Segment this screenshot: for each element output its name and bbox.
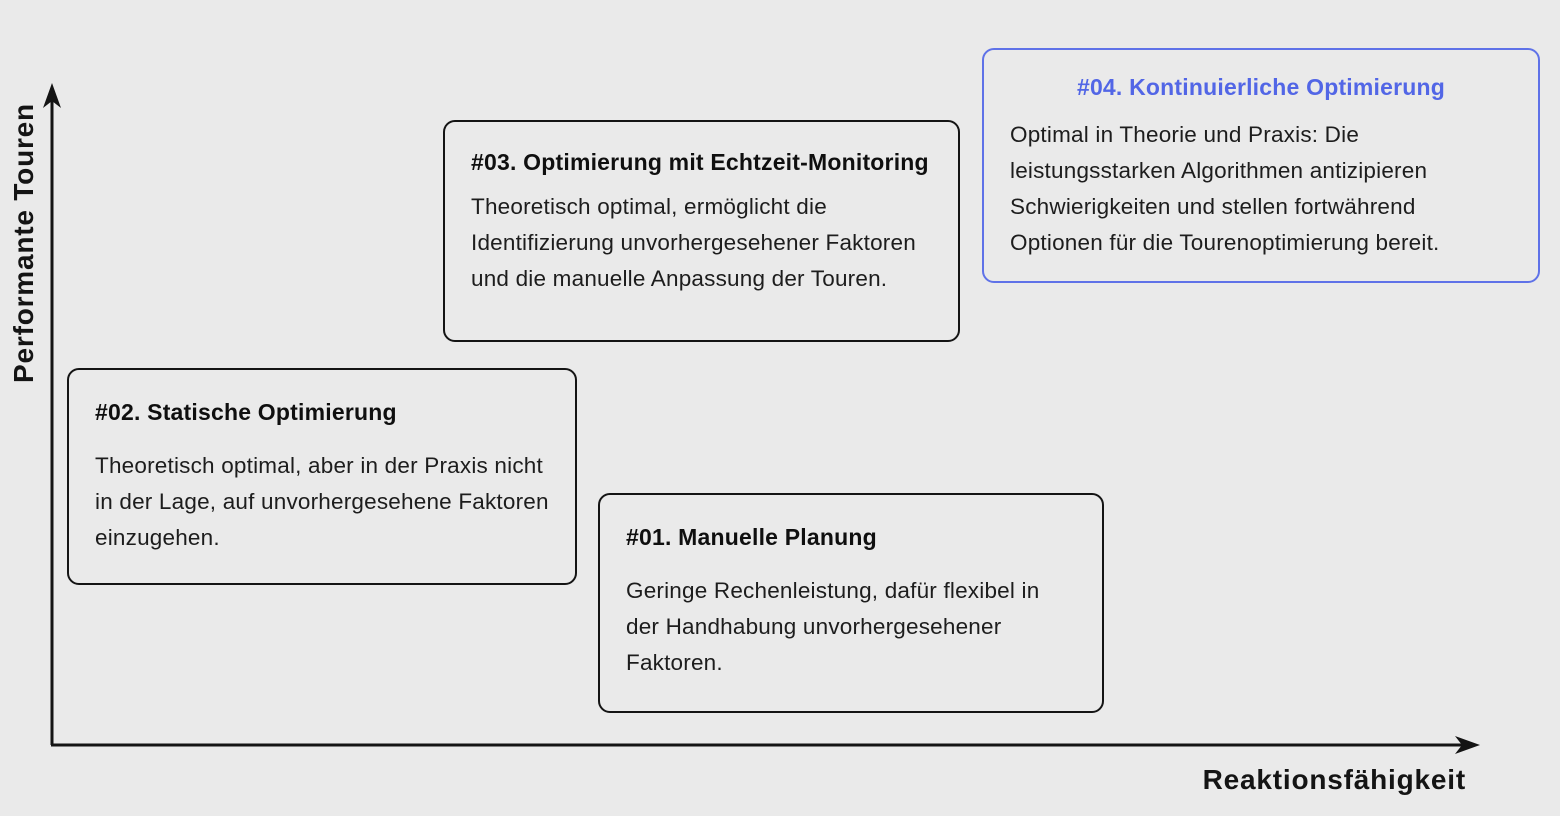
card-body: Optimal in Theorie und Praxis: Die leistungsstarken Algorithmen antizipieren Schwierigkeiten und stellen fortwährend Optionen für die Tourenoptimierung bereit. xyxy=(1010,122,1440,255)
card-body: Geringe Rechenleistung, dafür flexibel in der Handhabung unvorhergesehener Faktoren. xyxy=(626,578,1040,675)
card-echtzeit-monitoring xyxy=(443,120,960,342)
card-statische-optimierung xyxy=(67,368,577,585)
card-manuelle-planung xyxy=(598,493,1104,713)
card-kontinuierliche-optimierung xyxy=(982,48,1540,283)
card-title: #01. Manuelle Planung xyxy=(626,524,877,550)
card-title: #02. Statische Optimierung xyxy=(95,399,397,425)
card-title-highlighted: #04. Kontinuierliche Optimierung xyxy=(1076,74,1446,100)
y-axis-label: Performante Touren xyxy=(8,103,39,383)
x-axis-label: Reaktionsfähigkeit xyxy=(1202,764,1466,795)
card-title: #03. Optimierung mit Echtzeit-Monitoring xyxy=(471,149,929,175)
card-body: Theoretisch optimal, ermöglicht die Identifizierung unvorhergesehener Faktoren und die manuelle Anpassung der Touren. xyxy=(471,194,916,291)
card-body: Theoretisch optimal, aber in der Praxis nicht in der Lage, auf unvorhergesehene Faktoren einzugehen. xyxy=(95,453,549,550)
